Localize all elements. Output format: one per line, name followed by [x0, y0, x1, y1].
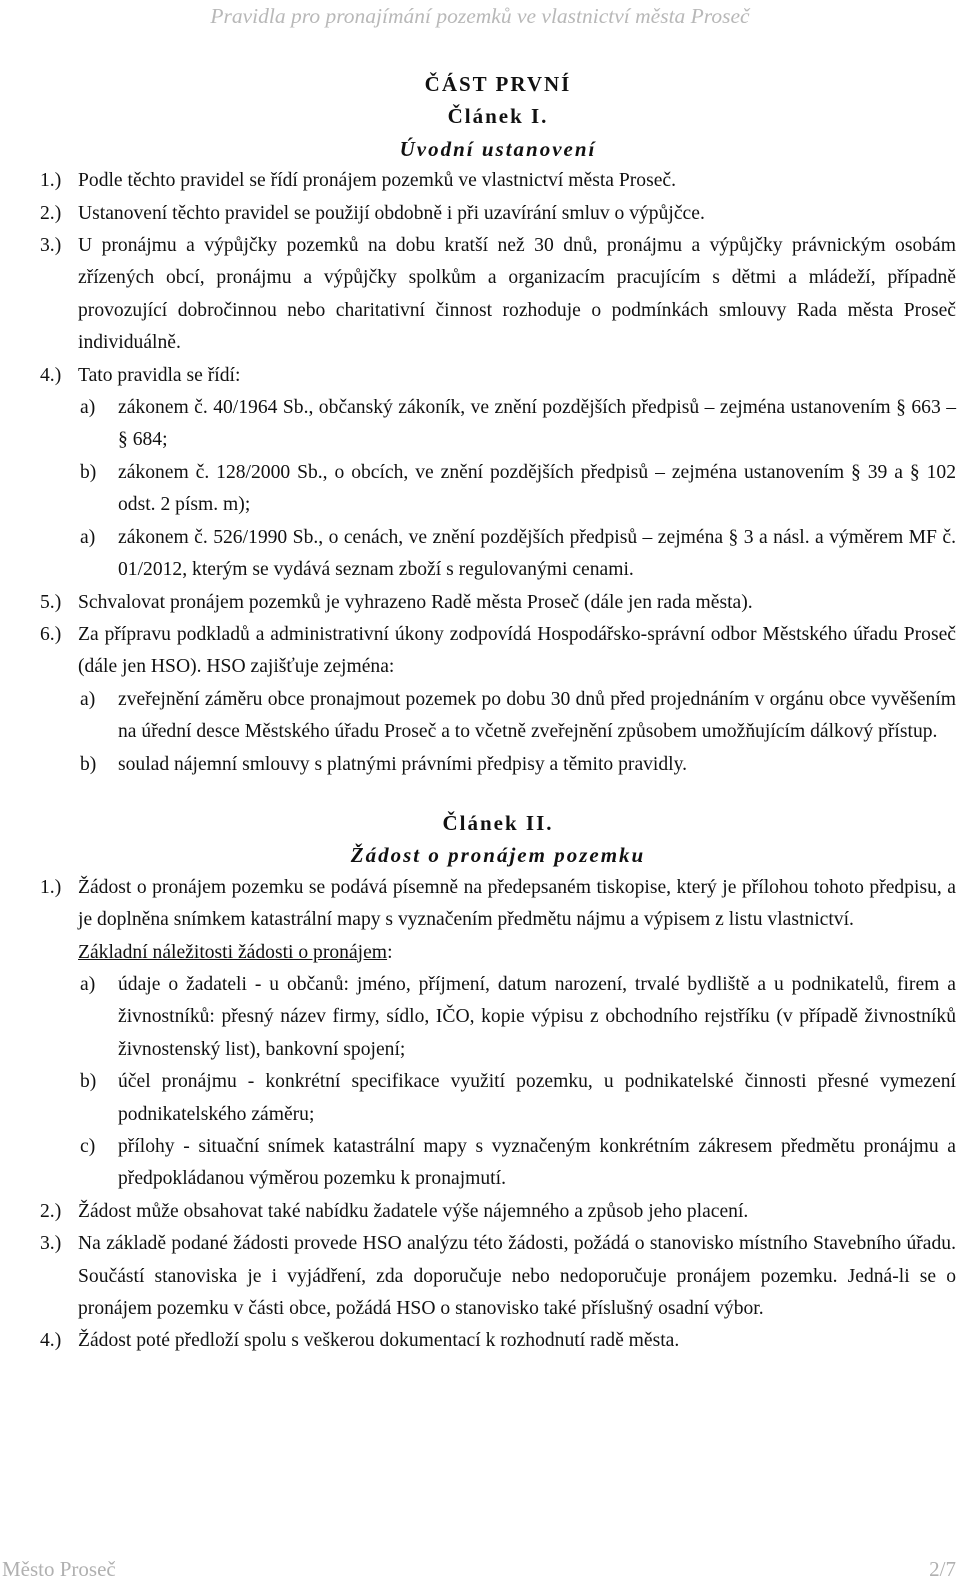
article-1-heading: Článek I. — [447, 104, 549, 129]
item-marker: c) — [80, 1136, 96, 1157]
paragraph-text: U pronájmu a výpůjčky pozemků na dobu kratší než 30 dnů, pronájmu a výpůjčky právnickým osobám zřízených obcí, pronájmu a výpůjčky spolkům a organizacím pracujícím s dětmi a mládeží, případně provozující dobročinnou nebo charitativní činnost rozhoduje o podmínkách smlouvy Rada města Proseč individuálně. — [78, 235, 956, 354]
paragraph — [40, 619, 956, 684]
paragraph — [40, 587, 956, 619]
page-header: Pravidla pro pronajímání pozemků ve vlastnictví města Proseč — [210, 4, 750, 28]
paragraph-number: 2.) — [40, 1200, 62, 1222]
requirements-label: Základní náležitosti žádosti o pronájem — [78, 941, 388, 963]
item-text: zveřejnění záměru obce pronajmout pozemek po dobu 30 dnů před projednáním v orgánu obce vyvěšením na úřední desce Městského úřadu Proseč a to včetně zveřejnění způsobem umožňujícím dálkový přístup. — [118, 688, 956, 743]
item-marker: a) — [80, 526, 96, 548]
paragraph — [40, 1325, 956, 1357]
item-marker: a) — [80, 397, 96, 419]
paragraph-text: Za přípravu podkladů a administrativní úkony zodpovídá Hospodářsko-správní odbor Městského úřadu Proseč (dále jen HSO). HSO zajišťuje zejména: — [78, 623, 956, 678]
paragraph-number: 2.) — [40, 202, 62, 224]
page-number: 2/7 — [929, 1557, 956, 1581]
paragraph-text: Tato pravidla se řídí: — [78, 364, 241, 386]
paragraph-text: Na základě podané žádosti provede HSO analýzu této žádosti, požádá o stanovisko místního Stavebního úřadu. Součástí stanoviska je i vyjádření, zda doporučuje nebo nedoporučuje pronájem pozemku. Jedná-li se o pronájem pozemku v části obce, požádá HSO o stanovisko také příslušný osadní výbor. — [78, 1233, 956, 1320]
part-heading: ČÁST PRVNÍ — [424, 72, 572, 96]
paragraph-text: Žádost poté předloží spolu s veškerou dokumentací k rozhodnutí radě města. — [78, 1330, 680, 1352]
article-2-heading: Článek II. — [442, 810, 554, 835]
paragraph-number: 6.) — [40, 623, 62, 645]
item-text: údaje o žadateli - u občanů: jméno, příjmení, datum narození, trvalé bydliště a u podnikatelů, firem a živnostníků: přesný název firmy, sídlo, IČO, kopie výpisu z obchodního rejstříku (v případě živnostníků živnostenský list), bankovní spojení; — [118, 973, 956, 1060]
item-marker: a) — [80, 973, 96, 995]
document-body — [40, 68, 956, 1358]
page-footer — [0, 1553, 960, 1585]
item-text: účel pronájmu - konkrétní specifikace využití pozemku, u podnikatelské činnosti přesné vymezení podnikatelského záměru; — [118, 1071, 956, 1125]
hso-duty-item — [40, 749, 956, 781]
item-text: zákonem č. 40/1964 Sb., občanský zákoník, ve znění pozdějších předpisů – zejména ustanovením § 663 – § 684; — [118, 397, 956, 451]
hso-duty-item — [40, 684, 956, 749]
item-marker: b) — [80, 1071, 97, 1093]
item-marker: b) — [80, 753, 97, 775]
paragraph-number: 1.) — [40, 170, 62, 192]
paragraph — [40, 1196, 956, 1228]
paragraph — [40, 872, 956, 937]
law-item — [40, 392, 956, 457]
paragraph-number: 1.) — [40, 876, 62, 898]
requirements-colon: : — [387, 941, 393, 963]
paragraph-number: 4.) — [40, 364, 62, 386]
item-text: přílohy - situační snímek katastrální mapy s vyznačeným konkrétním zákresem předmětu pronájmu a předpokládanou výměrou pozemku k pronajmutí. — [118, 1136, 956, 1190]
requirement-item — [40, 1131, 956, 1196]
paragraph — [40, 165, 956, 197]
paragraph-text: Ustanovení těchto pravidel se použijí obdobně i při uzavírání smluv o výpůjčce. — [78, 202, 705, 224]
law-item — [40, 522, 956, 587]
article-2-title: Žádost o pronájem pozemku — [350, 843, 646, 868]
item-marker: a) — [80, 688, 96, 710]
requirement-item — [40, 1066, 956, 1131]
section-spacer — [40, 781, 956, 807]
item-text: zákonem č. 526/1990 Sb., o cenách, ve znění pozdějších předpisů – zejména § 3 a násl. a výměrem MF č. 01/2012, kterým se vydává seznam zboží s regulovanými cenami. — [118, 526, 956, 581]
paragraph-text: Žádost může obsahovat také nabídku žadatele výše nájemného a způsob jeho placení. — [78, 1200, 749, 1222]
requirements-heading — [40, 937, 956, 969]
requirement-item — [40, 969, 956, 1066]
paragraph-number: 4.) — [40, 1330, 62, 1352]
paragraph — [40, 230, 956, 360]
paragraph — [40, 360, 956, 392]
item-text: soulad nájemní smlouvy s platnými právními předpisy a těmito pravidly. — [118, 753, 688, 775]
paragraph-text: Schvalovat pronájem pozemků je vyhrazeno Radě města Proseč (dále jen rada města). — [78, 591, 753, 613]
paragraph-number: 3.) — [40, 1233, 62, 1255]
paragraph — [40, 198, 956, 230]
paragraph-text: Žádost o pronájem pozemku se podává písemně na předepsaném tiskopise, který je přílohou tohoto předpisu, a je doplněna snímkem katastrální mapy s vyznačením předmětu nájmu a výpisem z listu vlastnictví. — [78, 876, 956, 931]
item-text: zákonem č. 128/2000 Sb., o obcích, ve znění pozdějších předpisů – zejména ustanovením § 39 a § 102 odst. 2 písm. m); — [118, 461, 956, 516]
paragraph-number: 3.) — [40, 235, 62, 257]
paragraph-number: 5.) — [40, 591, 62, 613]
law-item — [40, 457, 956, 522]
footer-town: Město Proseč — [2, 1557, 116, 1581]
article-1-title: Úvodní ustanovení — [399, 136, 597, 161]
paragraph — [40, 1228, 956, 1325]
item-marker: b) — [80, 461, 97, 483]
paragraph-text: Podle těchto pravidel se řídí pronájem pozemků ve vlastnictví města Proseč. — [78, 170, 676, 192]
